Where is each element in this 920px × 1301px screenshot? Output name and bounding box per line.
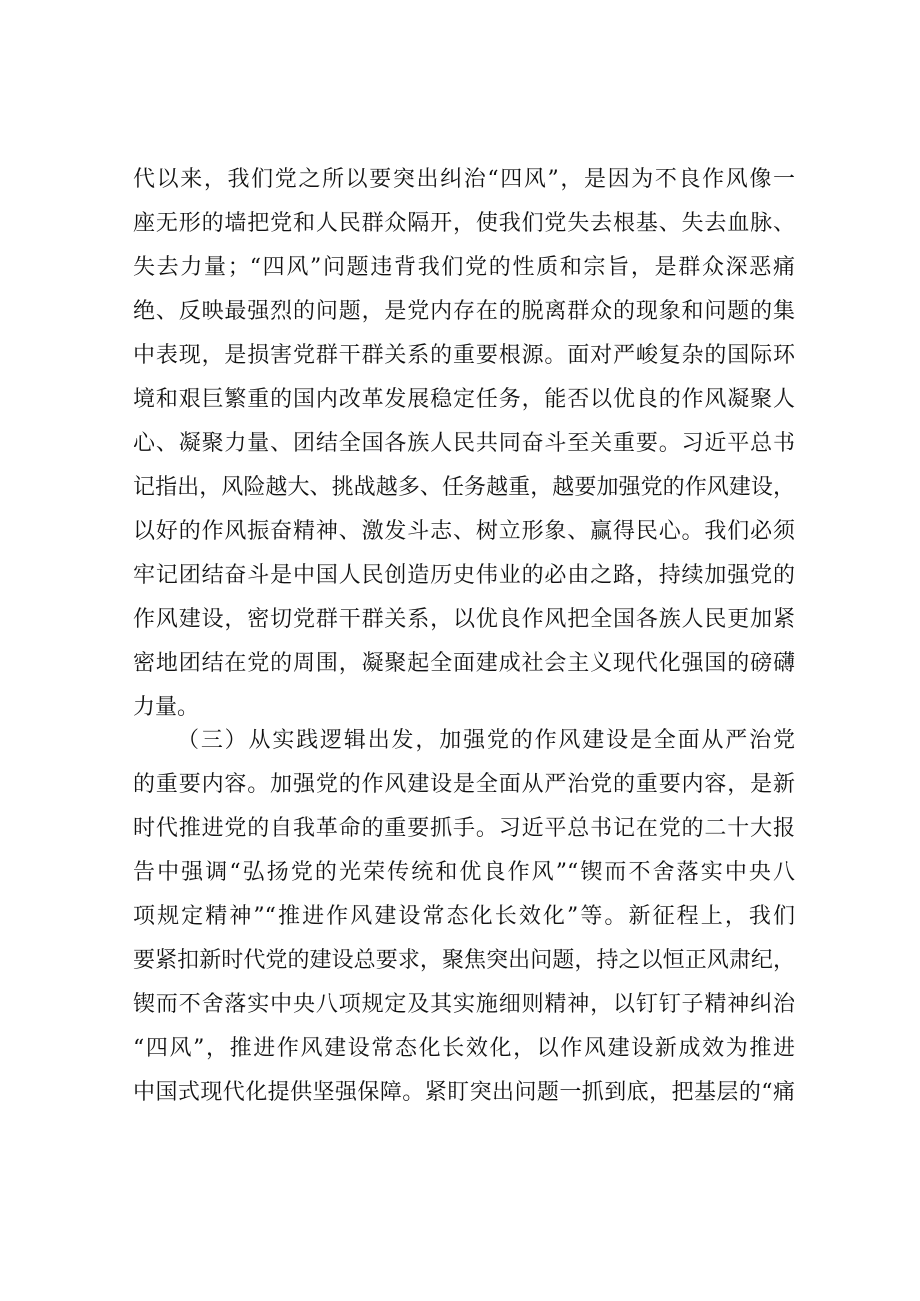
paragraph-1-line: 中表现，是损害党群干群关系的重要根源。面对严峻复杂的国际环 (133, 343, 795, 368)
paragraph-1-line: 失去力量；“四风”问题违背我们党的性质和宗旨，是群众深恶痛 (133, 255, 795, 280)
paragraph-2-line: 中国式现代化提供坚强保障。紧盯突出问题一抓到底，把基层的“痛 (133, 1080, 795, 1105)
paragraph-1-line: 绝、反映最强烈的问题，是党内存在的脱离群众的现象和问题的集 (133, 299, 795, 324)
paragraph-1-line: 牢记团结奋斗是中国人民创造历史伟业的必由之路，持续加强党的 (133, 563, 795, 588)
paragraph-1-line: 心、凝聚力量、团结全国各族人民共同奋斗至关重要。习近平总书 (133, 431, 795, 456)
paragraph-1-line: 境和艰巨繁重的国内改革发展稳定任务，能否以优良的作风凝聚人 (133, 387, 795, 412)
paragraph-2-line: 的重要内容。加强党的作风建设是全面从严治党的重要内容，是新 (133, 772, 795, 797)
paragraph-1-line: 座无形的墙把党和人民群众隔开，使我们党失去根基、失去血脉、 (133, 211, 795, 236)
paragraph-1-line: 代以来，我们党之所以要突出纠治“四风”，是因为不良作风像一 (133, 167, 795, 192)
paragraph-2-line: 锲而不舍落实中央八项规定及其实施细则精神，以钉钉子精神纠治 (133, 992, 795, 1017)
paragraph-1-line: 力量。 (133, 695, 200, 720)
paragraph-1-line: 密地团结在党的周围，凝聚起全面建成社会主义现代化强国的磅礴 (133, 651, 795, 676)
paragraph-2-line: 项规定精神”“推进作风建设常态化长效化”等。新征程上，我们 (133, 904, 795, 929)
paragraph-1-line: 记指出，风险越大、挑战越多、任务越重，越要加强党的作风建设， (133, 475, 795, 500)
paragraph-1-line: 作风建设，密切党群干群关系，以优良作风把全国各族人民更加紧 (133, 607, 795, 632)
paragraph-2 (133, 719, 795, 1115)
paragraph-1 (133, 158, 795, 730)
paragraph-2-line: “四风”，推进作风建设常态化长效化，以作风建设新成效为推进 (133, 1036, 795, 1061)
paragraph-1-line: 以好的作风振奋精神、激发斗志、树立形象、赢得民心。我们必须 (133, 519, 795, 544)
paragraph-2-line: 时代推进党的自我革命的重要抓手。习近平总书记在党的二十大报 (133, 816, 795, 841)
paragraph-2-line: 告中强调“弘扬党的光荣传统和优良作风”“锲而不舍落实中央八 (133, 860, 795, 885)
paragraph-2-line: 要紧扣新时代党的建设总要求，聚焦突出问题，持之以恒正风肃纪， (133, 948, 795, 973)
paragraph-2-line: （三）从实践逻辑出发，加强党的作风建设是全面从严治党 (177, 728, 795, 753)
